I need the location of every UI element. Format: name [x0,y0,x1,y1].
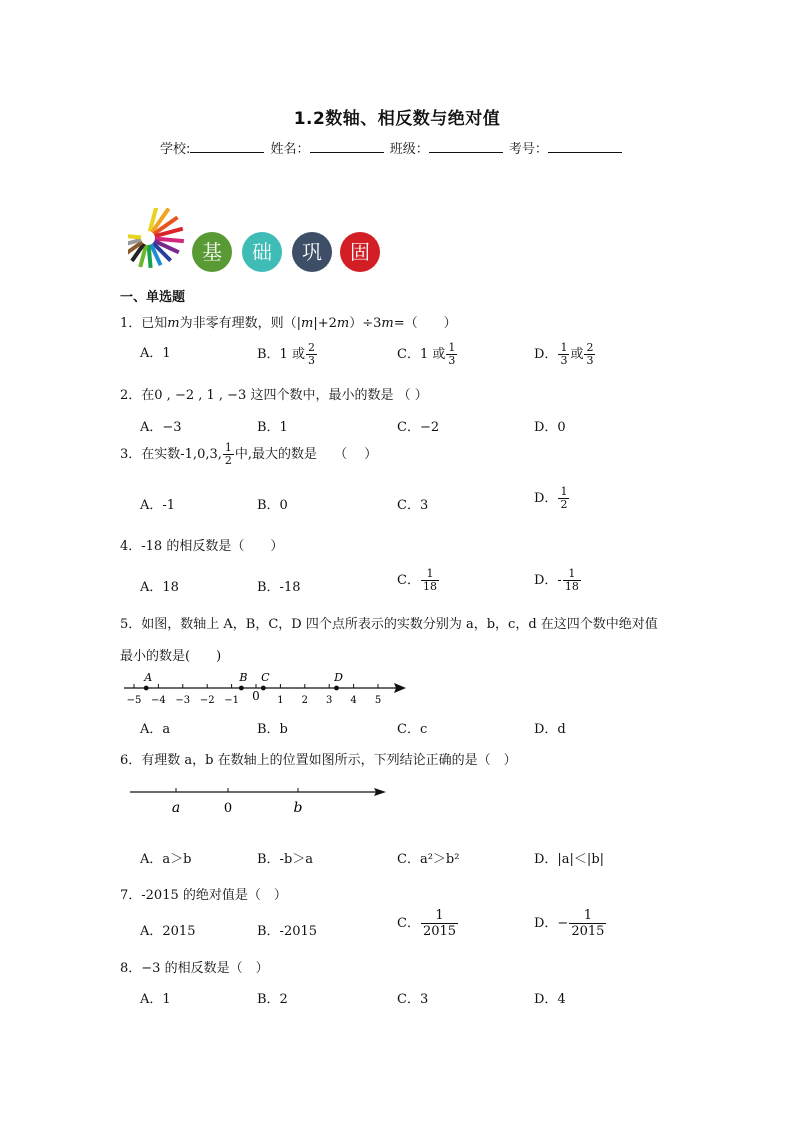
numerator: 1 [435,908,444,923]
q6-options [140,848,660,874]
class-blank [429,140,503,153]
fraction [421,568,439,593]
section-banner [128,208,388,272]
q1-var: m [167,316,180,331]
denominator: 3 [448,354,456,367]
denominator: 3 [307,354,315,367]
option-d-text: D．− [534,916,569,931]
q1-text-mid3: ）÷3 [349,316,382,331]
banner-char-gong: 巩 [292,232,332,272]
fraction [421,908,458,939]
student-info-line [160,138,624,157]
option-d-text: D．- [534,573,562,588]
fraction [223,442,234,467]
exam-number-label: 考号： [508,142,548,157]
tick-label: 4 [350,695,357,706]
q7-options [140,908,660,939]
option-c[interactable] [397,908,459,939]
label-a: a [171,800,181,816]
numerator: 1 [568,567,576,580]
option-b[interactable]: B．0 [257,498,288,513]
q4-options [140,568,660,594]
option-a[interactable]: A．2015 [140,924,196,939]
denominator: 2 [560,498,568,511]
fraction [306,342,317,367]
question-3 [120,442,377,467]
class-label: 班级： [389,142,429,157]
option-b-text: B．1 或 [257,347,305,362]
section-heading: 一、单选题 [120,290,186,305]
denominator: 3 [560,354,568,367]
option-c[interactable]: C．−2 [397,420,440,435]
option-a[interactable]: A．−3 [140,420,182,435]
option-d-text: D． [534,491,558,506]
q6-number-line [124,782,394,822]
numerator: 1 [448,341,456,354]
tick-label: −1 [224,695,239,706]
denominator: 2 [224,454,232,467]
option-d-or: 或 [570,347,584,362]
denominator: 2015 [571,924,605,939]
option-b[interactable]: B．2 [257,992,288,1007]
q5-number-line [120,668,420,708]
tick-label: 0 [252,689,260,703]
question-5-line-1: 5．如图，数轴上 A，B，C，D 四个点所表示的实数分别为 a，b，c，d 在这四个数中绝对值 [120,617,658,632]
denominator: 18 [564,580,579,593]
option-c[interactable]: C．3 [397,498,429,513]
q5-options [140,718,660,744]
q1-text-mid2: |+2 [313,316,337,331]
page-title: 1.2数轴、相反数与绝对值 [293,109,501,129]
question-8: 8．−3 的相反数是（ ） [120,961,269,976]
q2-options [140,416,660,442]
option-a[interactable]: A．1 [140,992,171,1007]
numerator: 1 [224,441,232,454]
label-b: b [293,800,303,816]
banner-char-gu: 固 [340,232,380,272]
fraction [563,568,581,593]
numerator: 1 [583,908,593,923]
q1-var: m [301,316,314,331]
point-d [334,686,339,691]
point-label: A [144,671,153,684]
option-c-text: C． [397,573,420,588]
q1-text-post: =（ ） [393,316,457,331]
option-d[interactable]: D．d [534,722,566,737]
question-6: 6．有理数 a，b 在数轴上的位置如图所示，下列结论正确的是（ ） [120,753,517,768]
name-blank [310,140,384,153]
name-label: 姓名： [270,142,310,157]
numerator: 2 [586,341,594,354]
fraction [584,342,595,367]
q1-text-mid: 为非零有理数，则（| [179,316,301,331]
option-d-text: D． [534,347,558,362]
option-c-text: C． [397,916,420,931]
numerator: 1 [560,341,568,354]
denominator: 2015 [422,924,457,939]
tick-label: −3 [175,695,191,706]
option-d[interactable] [534,486,570,511]
option-b[interactable]: B．-2015 [257,924,318,939]
question-5-line-2: 最小的数是( ) [120,649,222,664]
option-c[interactable] [397,342,458,367]
point-label: B [239,671,248,684]
point-b [239,686,244,691]
point-c [261,686,266,691]
banner-char-ji: 基 [192,232,232,272]
option-d[interactable] [534,568,582,593]
option-b[interactable] [257,342,318,367]
tick-label: 2 [301,695,308,706]
banner-char-chu: 础 [242,232,282,272]
fraction [558,342,569,367]
option-a[interactable]: A．18 [140,580,179,595]
option-a[interactable]: A．a [140,722,171,737]
option-a[interactable]: A．1 [140,346,171,361]
option-b[interactable]: B．b [257,722,288,737]
point-label: D [334,671,343,684]
q1-var: m [381,316,394,331]
option-b[interactable]: B．1 [257,420,288,435]
option-c-text: C．1 或 [397,347,446,362]
option-c[interactable]: C．c [397,722,428,737]
question-2: 2．在0 , −2 , 1 , −3 这四个数中，最小的数是 （ ） [120,388,428,403]
tick-label: 1 [277,695,284,706]
point-label: C [261,671,270,684]
tick-label: 5 [374,695,382,706]
tick-label: −5 [126,695,142,706]
q3-text-post: 中,最大的数是 （ ） [234,447,378,462]
color-pencils-icon [128,208,188,270]
numerator: 1 [426,567,434,580]
denominator: 18 [422,580,437,593]
school-label: 学校: [160,142,191,157]
option-c[interactable]: C．3 [397,992,429,1007]
denominator: 3 [586,354,594,367]
option-d[interactable] [534,908,607,939]
option-c[interactable]: C．a²＞b² [397,852,460,867]
point-a [144,686,149,691]
option-d[interactable]: D．|a|＜|b| [534,852,605,867]
q1-var: m [336,316,350,331]
q3-options [140,486,660,512]
option-b[interactable]: B．-b＞a [257,852,314,867]
option-a[interactable]: A．-1 [140,498,176,513]
option-b[interactable]: B．-18 [257,580,301,595]
q8-options [140,988,660,1014]
numerator: 2 [307,341,315,354]
numerator: 1 [560,485,568,498]
tick-label: −2 [199,695,215,706]
tick-label: 3 [326,695,333,706]
q1-options [140,342,660,368]
fraction [569,908,606,939]
school-blank [190,140,264,153]
question-1 [120,312,457,331]
option-d[interactable]: D．4 [534,992,566,1007]
option-c[interactable] [397,568,440,593]
q1-text-pre: 1．已知 [120,316,168,331]
fraction [558,486,569,511]
option-d[interactable]: D．0 [534,420,566,435]
label-zero: 0 [223,801,233,816]
tick-label: −4 [151,695,166,706]
fraction [446,342,457,367]
question-7: 7．-2015 的绝对值是（ ） [120,888,287,903]
exam-number-blank [548,140,622,153]
option-d[interactable] [534,342,596,367]
q3-text-pre: 3．在实数-1,0,3, [120,447,222,462]
option-a[interactable]: A．a＞b [140,852,192,867]
question-4: 4．-18 的相反数是（ ） [120,539,284,554]
